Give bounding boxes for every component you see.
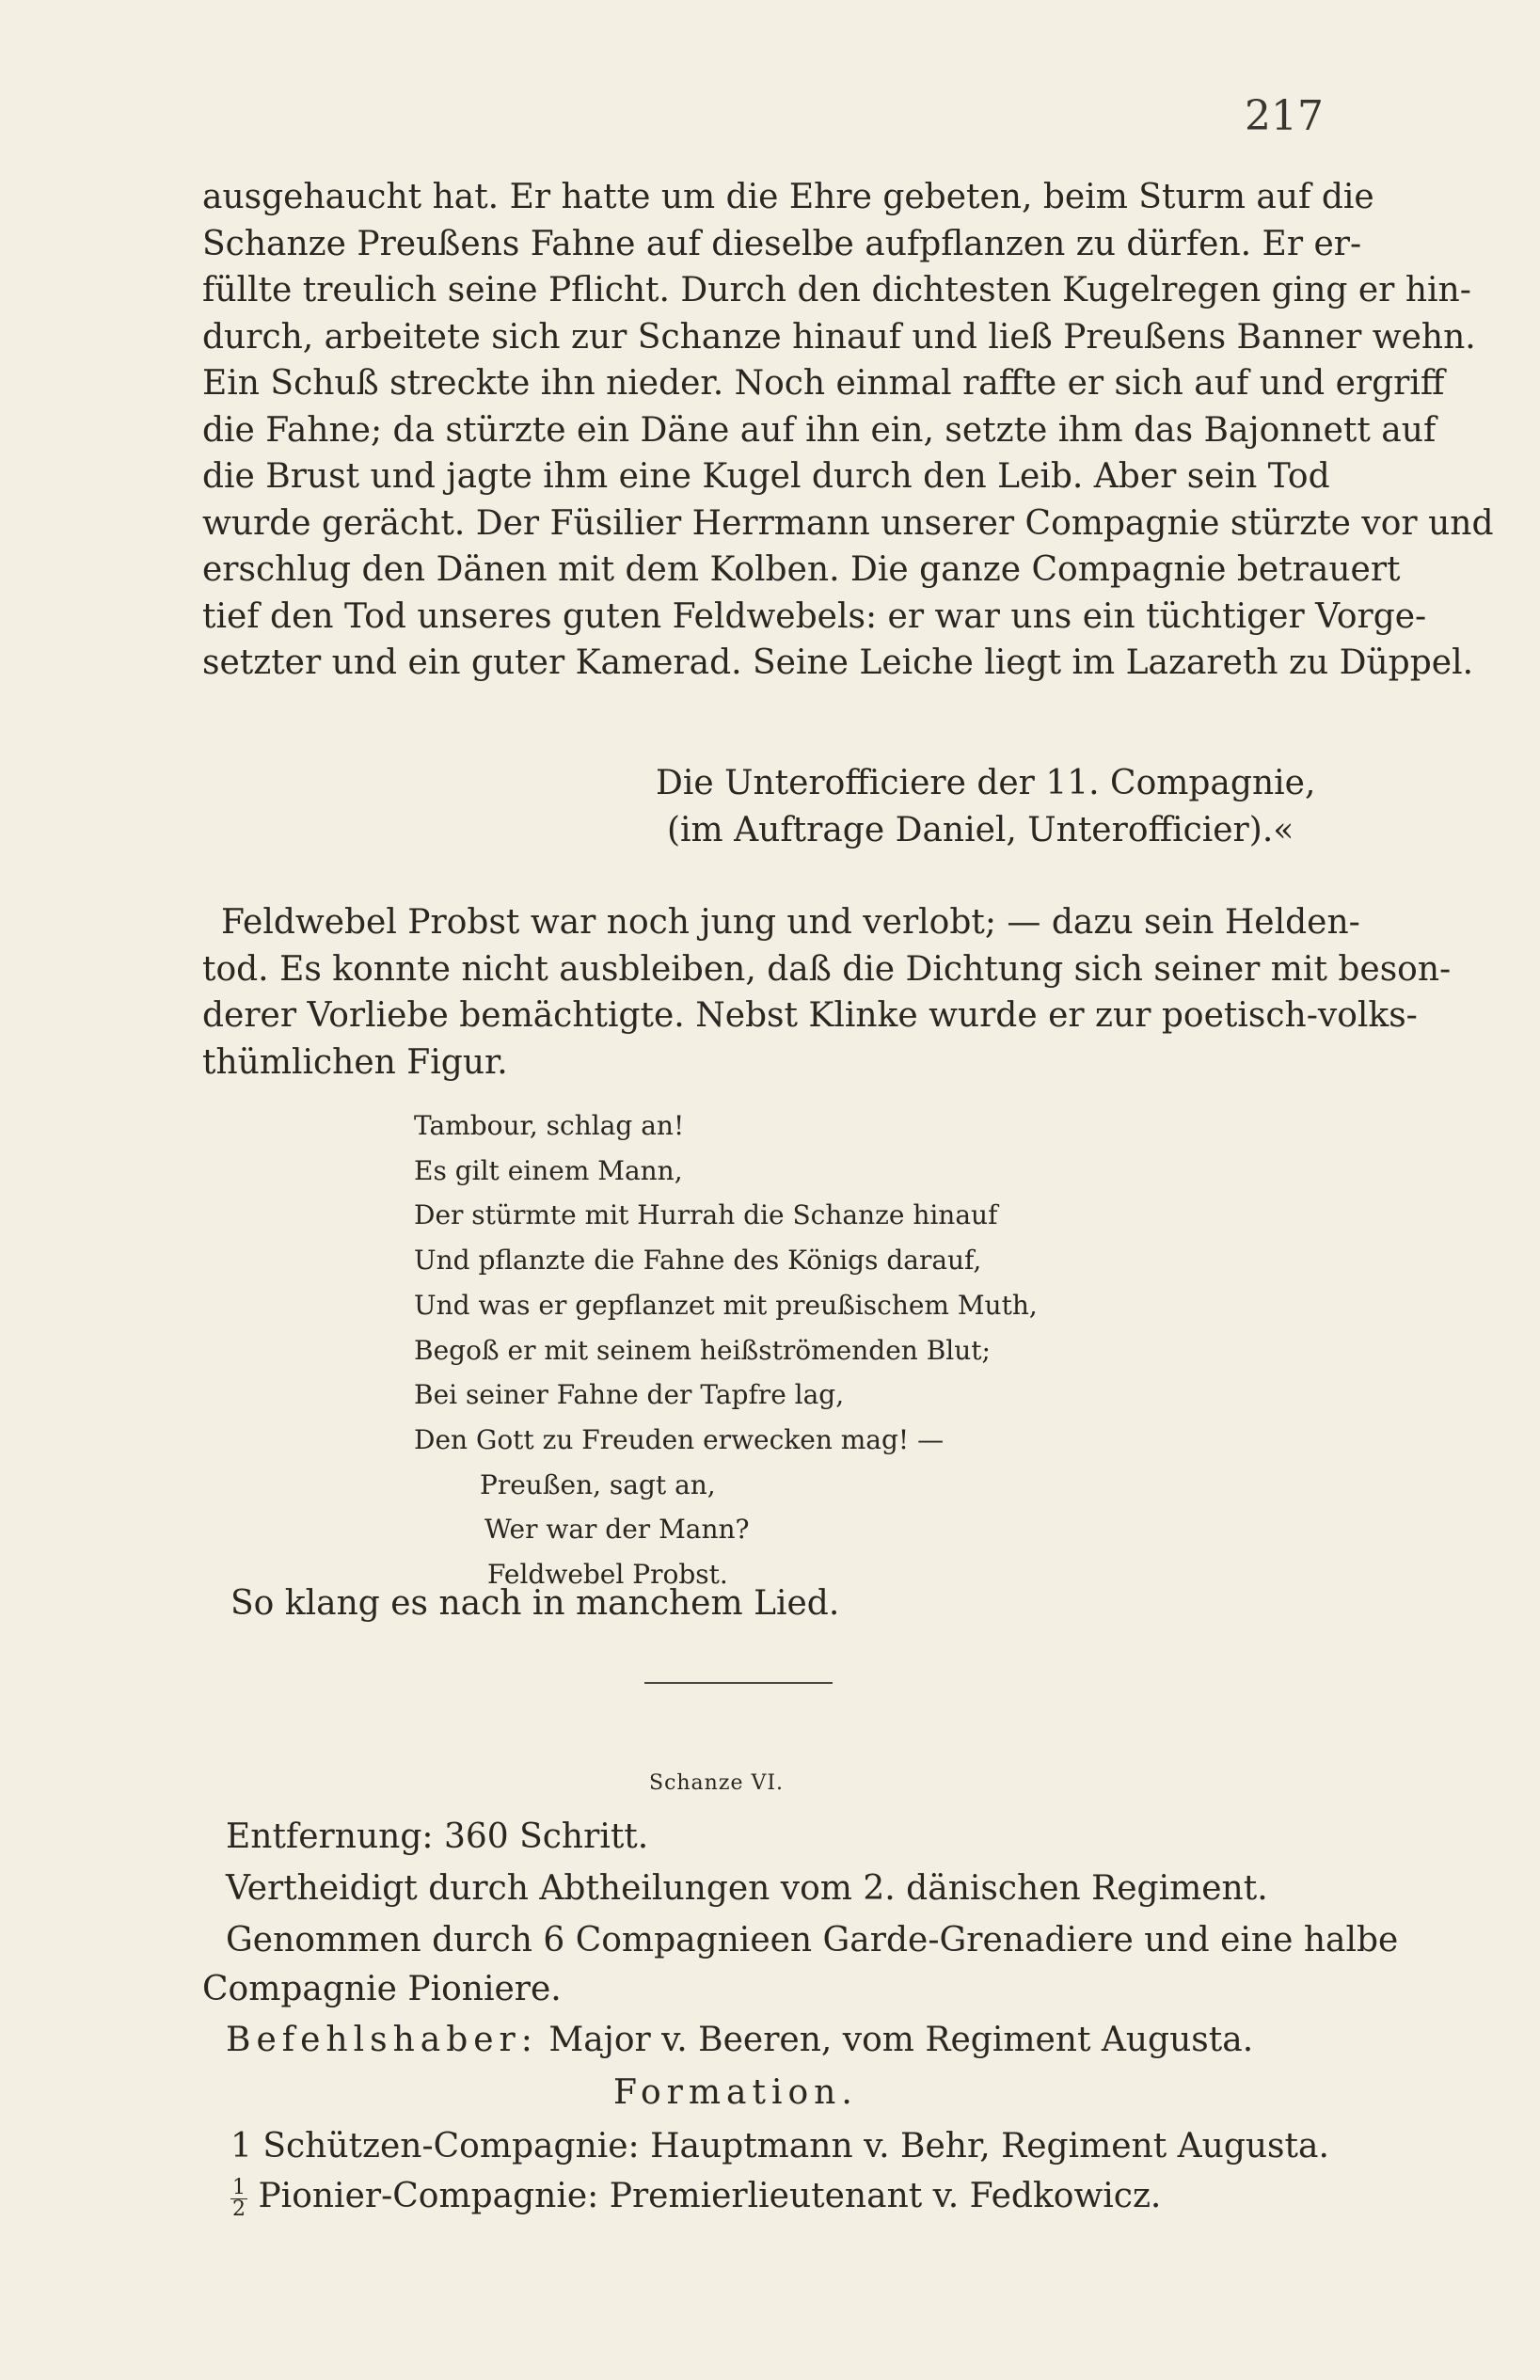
text-line: die Brust und jagte ihm eine Kugel durch den Leib. Aber sein Tod xyxy=(202,457,1330,496)
letter-signature xyxy=(656,760,1315,854)
formation-text: Pionier-Compagnie: Premierlieutenant v. Fedkowicz. xyxy=(258,2177,1162,2215)
section-heading: Schanze VI. xyxy=(649,1771,785,1795)
text-line: tod. Es konnte nicht ausbleiben, daß die Dichtung sich seiner mit beson- xyxy=(202,949,1452,989)
text-line: ausgehaucht hat. Er hatte um die Ehre gebeten, beim Sturm auf die xyxy=(202,178,1374,216)
distance-line: Entfernung: 360 Schritt. xyxy=(226,1817,649,1856)
poem xyxy=(414,1103,1038,1597)
text-line: setzter und ein guter Kamerad. Seine Leiche liegt im Lazareth zu Düppel. xyxy=(202,643,1474,682)
text-line: füllte treulich seine Pflicht. Durch den dichtesten Kugelregen ging er hin- xyxy=(202,271,1471,309)
commander-label: Befehlshaber: xyxy=(226,2021,538,2059)
poem-line: Preußen, sagt an, xyxy=(480,1468,716,1500)
text-line: tief den Tod unseres guten Feldwebels: er war uns ein tüchtiger Vorge- xyxy=(202,596,1427,636)
text-line: Ein Schuß streckte ihn nieder. Noch einmal raffte er sich auf und ergriff xyxy=(202,364,1445,403)
text-line: die Fahne; da stürzte ein Däne auf ihn ein, setzte ihm das Bajonnett auf xyxy=(202,410,1437,450)
formation-heading: Formation. xyxy=(613,2073,858,2112)
text-line: wurde gerächt. Der Füsilier Herrmann unserer Compagnie stürzte vor und xyxy=(202,503,1494,543)
poem-line: Wer war der Mann? xyxy=(484,1514,750,1546)
formation-line xyxy=(230,2173,1161,2220)
commander-value: Major v. Beeren, vom Regiment Augusta. xyxy=(548,2021,1254,2059)
poem-line: Und was er gepflanzet mit preußischem Muth, xyxy=(414,1289,1038,1321)
half-fraction: $\frac{1}{2}$ xyxy=(232,2175,246,2221)
section-divider xyxy=(644,1682,833,1684)
poem-line: Der stürmte mit Hurrah die Schanze hinauf xyxy=(414,1199,998,1231)
page-number: 217 xyxy=(1245,92,1324,140)
poem-line: Den Gott zu Freuden erwecken mag! — xyxy=(414,1423,945,1455)
text-line: erschlug den Dänen mit dem Kolben. Die ganze Compagnie betrauert xyxy=(202,550,1401,589)
formation-line: 1 Schützen-Compagnie: Hauptmann v. Behr, Regiment Augusta. xyxy=(230,2127,1329,2166)
closing-line: So klang es nach in manchem Lied. xyxy=(230,1584,840,1623)
taken-line-cont: Compagnie Pioniere. xyxy=(202,1970,562,2008)
poem-line: Und pflanzte die Fahne des Königs darauf, xyxy=(414,1245,982,1277)
text-line: Schanze Preußens Fahne auf dieselbe aufpflanzen zu dürfen. Er er- xyxy=(202,224,1362,263)
text-line: durch, arbeitete sich zur Schanze hinauf und ließ Preußens Banner wehn. xyxy=(202,317,1476,357)
text-line: derer Vorliebe bemächtigte. Nebst Klinke wurde er zur poetisch-volks- xyxy=(202,996,1418,1035)
signature-line: (im Auftrage Daniel, Unterofficier).« xyxy=(667,811,1294,849)
text-line: thümlichen Figur. xyxy=(202,1042,508,1082)
poem-line: Es gilt einem Mann, xyxy=(414,1154,683,1186)
taken-line: Genommen durch 6 Compagnieen Garde-Grenadiere und eine halbe xyxy=(226,1921,1399,1960)
commander-line xyxy=(226,2017,1253,2064)
signature-line: Die Unterofficiere der 11. Compagnie, xyxy=(656,764,1316,802)
poem-line: Tambour, schlag an! xyxy=(414,1110,685,1141)
poem-line: Begoß er mit seinem heißströmenden Blut; xyxy=(414,1334,991,1366)
poem-line: Feldwebel Probst. xyxy=(487,1559,728,1591)
body-paragraph-2 xyxy=(202,899,1452,1086)
text-line: Feldwebel Probst war noch jung und verlobt; — dazu sein Helden- xyxy=(221,903,1360,942)
defended-line: Vertheidigt durch Abtheilungen vom 2. dänischen Regiment. xyxy=(226,1869,1268,1908)
poem-line: Bei seiner Fahne der Tapfre lag, xyxy=(414,1379,845,1411)
body-paragraph-1 xyxy=(202,174,1494,687)
